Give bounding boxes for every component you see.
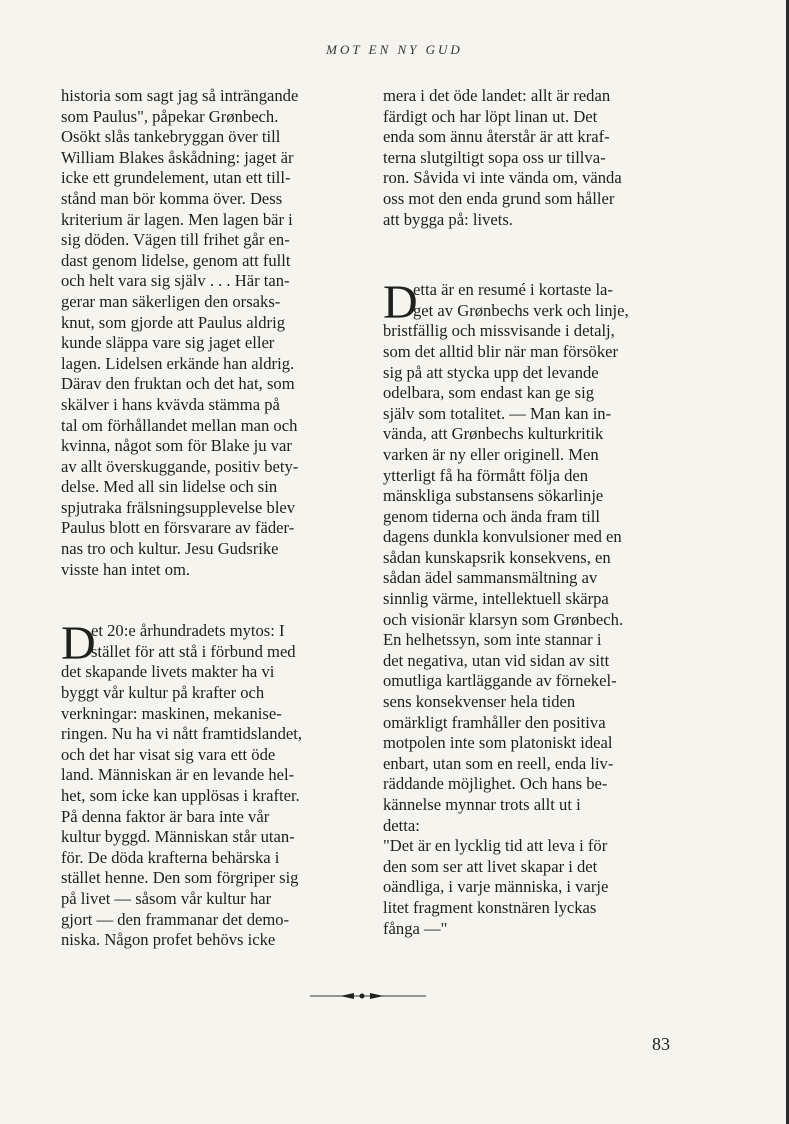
text-line: tal om förhållandet mellan man och [61,415,298,435]
text-line: niska. Någon profet behövs icke [61,930,276,950]
section-resume [383,276,682,939]
text-line: visste han intet om. [61,559,191,579]
section-opening [61,617,362,671]
drop-cap: D [383,276,418,330]
text-line: het, som icke kan upplösas i krafter. [61,786,300,805]
text-line: stället henne. Den som förgriper sig [61,868,299,888]
text-line: räddande möjlighet. Och hans be- [383,774,608,794]
text-line: den som ser att livet skapar i det [383,856,598,876]
text-line: för. De döda krafterna behärska i [61,847,280,867]
text-line: En helhetssyn, som inte stannar i [383,630,602,650]
text-line: bristfällig och missvisande i detalj, [383,321,615,341]
section-gap [61,580,362,621]
text-line: get av Grønbechs verk och linje, [413,300,629,320]
text-line: byggt vår kultur på krafter och [61,683,265,703]
text-line: på livet — såsom vår kultur har [61,888,272,908]
text-line: nas tro och kultur. Jesu Gudsrike [61,539,279,559]
text-line: enbart, utan som en reell, enda liv- [383,753,614,773]
text-line: ytterligt få ha förmått följa den [383,465,589,485]
text-line: det skapande livets makter ha vi [61,662,275,682]
text-line: och helt vara sig själv . . . Här tan- [61,271,290,291]
text-line: Osökt slås tankebryggan över till [61,127,281,147]
text-line: dagens dunkla konvulsioner med en [383,527,622,547]
paragraph-continuation [383,86,682,230]
text-line: omärkligt framhåller den positiva [383,712,606,732]
text-line: gerar man säkerligen den orsaks- [61,291,281,311]
text-line: kunde släppa vare sig jaget eller [61,333,275,353]
text-line: Därav den fruktan och det hat, som [61,374,295,394]
text-line: mera i det öde landet: allt är redan [383,86,611,105]
text-line: stället för att stå i förbund med [91,641,296,661]
text-line: historia som sagt jag så inträngande [61,86,299,105]
text-line: sådan kunskapsrik konsekvens, en [383,547,611,567]
text-line: kultur byggd. Människan står utan- [61,827,295,847]
text-line: att bygga på: livets. [383,209,513,229]
text-line: delse. Med all sin lidelse och sin [61,477,278,497]
text-line: gjort — den frammanar det demo- [61,909,290,929]
text-line: På denna faktor är bara inte vår [61,806,270,826]
text-line: litet fragment konstnären lyckas [383,897,597,917]
text-line: kriterium är lagen. Men lagen bär i [61,209,293,229]
text-line: oändliga, i varje människa, i varje [383,877,609,897]
text-line: sens konsekvenser hela tiden [383,692,576,712]
text-line: oss mot den enda grund som håller [383,188,615,208]
text-line: omutliga kartläggande av förnekel- [383,671,617,691]
text-line: terna slutgiltigt sopa oss ur tillva- [383,147,606,167]
text-line: et 20:e århundradets mytos: I [91,621,285,641]
text-line: "Det är en lycklig tid att leva i för [383,836,608,856]
text-line: spjutraka frälsningsupplevelse blev [61,497,296,517]
text-line: själv som totalitet. — Man kan in- [383,403,612,423]
text-line: ringen. Nu ha vi nått framtidslandet, [61,724,303,744]
text-line: sinnlig värme, intellektuell skärpa [383,589,609,609]
text-line: knut, som gjorde att Paulus aldrig [61,312,285,332]
section-mytos [61,617,362,951]
text-line: verkningar: maskinen, mekanise- [61,703,282,723]
page-number: 83 [652,1034,670,1054]
text-line: ron. Såvida vi inte vända om, vända [383,168,622,188]
text-line: etta är en resumé i kortaste la- [413,280,613,300]
text-line: varken är ny eller originell. Men [383,444,599,464]
text-line: och det har visat sig vara ett öde [61,744,276,764]
text-line: mänskliga substansens sökarlinje [383,486,604,506]
text-line: sådan ädel sammansmältning av [383,568,598,588]
paragraph-paulus [61,86,362,580]
text-line: stånd man bör komma över. Dess [61,188,283,208]
text-line: William Blakes åskådning: jaget är [61,147,294,167]
text-line: icke ett grundelement, utan ett till- [61,168,291,188]
text-line: kännelse mynnar trots allt ut i [383,795,581,814]
left-column [61,86,362,951]
end-ornament-icon [310,989,426,1003]
text-line: lagen. Lidelsen erkände han aldrig. [61,353,295,373]
text-line: som Paulus", påpekar Grønbech. [61,106,279,126]
section-opening [383,276,682,330]
text-line: det negativa, utan vid sidan av sitt [383,650,610,670]
text-line: odelbara, som endast kan ge sig [383,383,595,403]
text-line: och visionär klarsyn som Grønbech. [383,609,624,629]
text-line: dast genom lidelse, genom att fullt [61,250,291,270]
text-line: vända, att Grønbechs kulturkritik [383,424,604,444]
text-line: fånga —" [383,918,448,938]
running-header: MOT EN NY GUD [326,42,463,57]
drop-cap: D [61,617,96,671]
text-line: färdigt och har löpt linan ut. Det [383,106,598,126]
text-line: kvinna, något som för Blake ju var [61,436,292,456]
text-line: detta: [383,815,420,835]
text-line: land. Människan är en levande hel- [61,765,295,785]
text-line: som det alltid blir när man försöker [383,341,619,361]
text-line: av allt överskuggande, positiv bety- [61,456,299,476]
text-line: skälver i hans kvävda stämma på [61,394,280,414]
text-line: motpolen inte som platoniskt ideal [383,733,613,753]
section-gap [383,230,682,280]
text-line: sig döden. Vägen till frihet går en- [61,230,290,250]
text-line: genom tiderna och ända fram till [383,506,601,526]
text-line: sig på att stycka upp det levande [383,362,599,382]
right-column [383,86,682,939]
text-line: enda som ännu återstår är att kraf- [383,127,610,147]
text-line: Paulus blott en försvarare av fäder- [61,518,295,538]
